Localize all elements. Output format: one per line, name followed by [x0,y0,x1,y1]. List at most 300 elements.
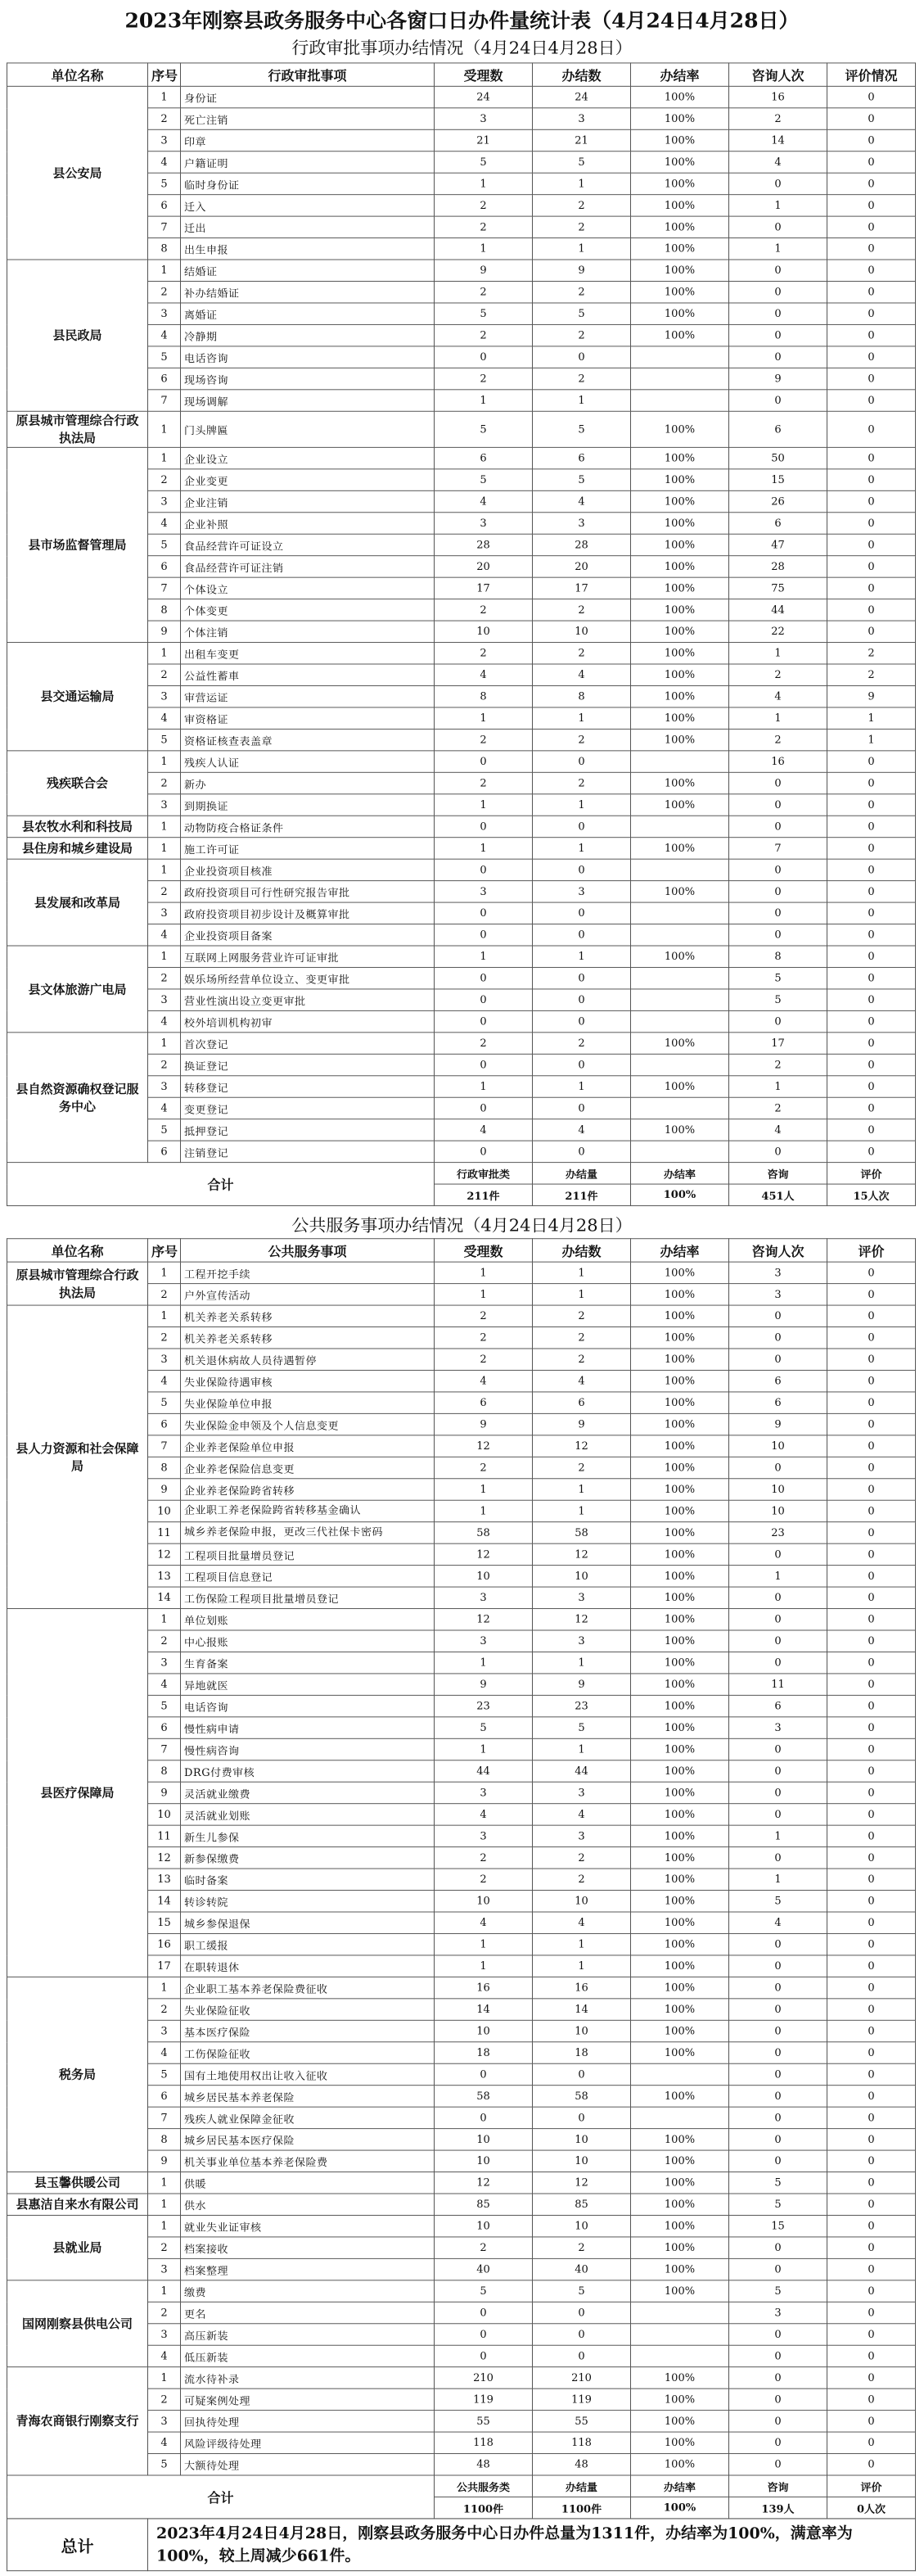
column-header: 咨询人次 [729,1239,827,1262]
evaluation-count: 0 [827,2345,916,2366]
consult-count: 0 [729,902,827,924]
accepted-count: 12 [435,1543,533,1565]
completion-rate: 100% [631,1609,729,1630]
table-row [7,643,916,664]
completion-rate: 100% [631,685,729,707]
consult-count: 0 [729,2063,827,2085]
evaluation-count: 0 [827,881,916,902]
item-name: 城乡居民基本养老保险 [181,2086,435,2107]
completed-count: 6 [533,1392,631,1413]
item-name: 高压新装 [181,2324,435,2345]
table-row [7,946,916,967]
completion-rate [631,816,729,837]
row-index: 1 [148,1305,181,1326]
completed-count: 18 [533,2042,631,2063]
consult-count: 0 [729,2107,827,2128]
completed-count: 16 [533,1977,631,1998]
consult-count: 1 [729,1869,827,1890]
row-index: 1 [148,260,181,281]
item-name: 国有土地使用权出让收入征收 [181,2063,435,2085]
completion-rate [631,1054,729,1075]
accepted-count: 58 [435,2086,533,2107]
public-service-table [7,1238,916,2519]
accepted-count: 58 [435,1522,533,1543]
accepted-count: 4 [435,1804,533,1825]
evaluation-count: 0 [827,1847,916,1869]
item-name: 转诊转院 [181,1891,435,1912]
accepted-count: 5 [435,1717,533,1738]
consult-count: 4 [729,685,827,707]
evaluation-count: 0 [827,1522,916,1543]
item-name: 到期换证 [181,794,435,816]
accepted-count: 5 [435,469,533,490]
accepted-count: 9 [435,260,533,281]
row-index: 6 [148,1413,181,1435]
row-index: 4 [148,513,181,534]
item-name: 慢性病咨询 [181,1738,435,1760]
accepted-count: 1 [435,1933,533,1955]
item-name: 企业注销 [181,490,435,512]
row-index: 6 [148,1141,181,1162]
accepted-count: 1 [435,946,533,967]
item-name: 就业失业证审核 [181,2215,435,2236]
row-index: 1 [148,1033,181,1054]
completed-count: 10 [533,621,631,642]
consult-count: 0 [729,303,827,324]
unit-name: 县发展和改革局 [7,859,148,946]
completion-rate: 100% [631,2411,729,2432]
row-index: 8 [148,238,181,260]
accepted-count: 10 [435,1891,533,1912]
unit-name: 县民政局 [7,260,148,411]
completion-rate: 100% [631,303,729,324]
total-done-value: 1100件 [533,2497,631,2518]
row-index: 3 [148,685,181,707]
consult-count: 0 [729,2388,827,2410]
summary-table [7,2518,916,2571]
column-header: 咨询人次 [729,63,827,86]
table-row [7,1609,916,1630]
evaluation-count: 0 [827,1891,916,1912]
item-name: 抵押登记 [181,1119,435,1141]
row-index: 9 [148,2150,181,2172]
item-name: 个体注销 [181,621,435,642]
completion-rate: 100% [631,513,729,534]
row-index: 7 [148,1435,181,1457]
accepted-count: 24 [435,86,533,107]
evaluation-count: 0 [827,621,916,642]
item-name: 职工缓报 [181,1933,435,1955]
accepted-count: 2 [435,1847,533,1869]
completed-count: 0 [533,816,631,837]
accepted-count: 3 [435,513,533,534]
evaluation-count: 0 [827,1760,916,1782]
completion-rate: 100% [631,1825,729,1846]
completed-count: 10 [533,2129,631,2150]
item-name: 更名 [181,2302,435,2323]
row-index: 1 [148,816,181,837]
item-name: 回执待处理 [181,2411,435,2432]
completion-rate [631,989,729,1010]
consult-count: 0 [729,173,827,194]
completion-rate: 100% [631,411,729,447]
item-name: DRG付费审核 [181,1760,435,1782]
item-name: 单位划账 [181,1609,435,1630]
row-index: 3 [148,2324,181,2345]
item-name: 动物防疫合格证条件 [181,816,435,837]
completed-count: 1 [533,1076,631,1097]
evaluation-count: 0 [827,1327,916,1349]
consult-count: 0 [729,772,827,793]
evaluation-count: 0 [827,368,916,389]
total-label-row [7,1163,916,1184]
row-index: 4 [148,1097,181,1119]
item-name: 资格证核查表盖章 [181,729,435,750]
completion-rate: 100% [631,2280,729,2302]
completed-count: 2 [533,2237,631,2258]
row-index: 14 [148,1587,181,1608]
completion-rate: 100% [631,2258,729,2280]
evaluation-count: 0 [827,924,916,946]
completion-rate: 100% [631,260,729,281]
total-accept-value: 1100件 [435,2497,533,2518]
completed-count: 2 [533,1457,631,1478]
item-name: 公益性蓄車 [181,664,435,685]
completed-count: 0 [533,2063,631,2085]
evaluation-count: 0 [827,2107,916,2128]
item-name: 机关养老关系转移 [181,1327,435,1349]
consult-count: 3 [729,1717,827,1738]
row-index: 3 [148,902,181,924]
item-name: 机关退休病故人员待遇暂停 [181,1349,435,1370]
item-name: 工伤保险工程项目批量增员登记 [181,1587,435,1608]
row-index: 17 [148,1955,181,1977]
completion-rate: 100% [631,2454,729,2475]
row-index: 5 [148,173,181,194]
accepted-count: 12 [435,1435,533,1457]
accepted-count: 20 [435,556,533,577]
completed-count: 28 [533,534,631,555]
evaluation-count: 0 [827,1010,916,1032]
accepted-count: 1 [435,707,533,729]
completed-count: 10 [533,1891,631,1912]
item-name: 印章 [181,129,435,151]
accepted-count: 4 [435,1370,533,1391]
evaluation-count: 0 [827,1457,916,1478]
consult-count: 1 [729,1825,827,1846]
row-index: 2 [148,772,181,793]
row-index: 1 [148,1977,181,1998]
completion-rate [631,967,729,988]
completed-count: 1 [533,707,631,729]
evaluation-count: 0 [827,151,916,173]
completion-rate: 100% [631,621,729,642]
table-row [7,751,916,772]
accepted-count: 0 [435,924,533,946]
item-name: 电话咨询 [181,1695,435,1716]
unit-name: 县就业局 [7,2215,148,2280]
consult-count: 0 [729,1782,827,1803]
completed-count: 118 [533,2432,631,2453]
accepted-count: 0 [435,816,533,837]
consult-count: 1 [729,1076,827,1097]
total-lbl-eval: 评价 [827,1163,916,1184]
evaluation-count: 0 [827,2237,916,2258]
table-row [7,2172,916,2194]
accepted-count: 0 [435,346,533,368]
accepted-count: 17 [435,577,533,599]
consult-count: 0 [729,794,827,816]
accepted-count: 1 [435,1738,533,1760]
item-name: 基本医疗保险 [181,2020,435,2041]
completed-count: 48 [533,2454,631,2475]
item-name: 档案整理 [181,2258,435,2280]
completed-count: 10 [533,2215,631,2236]
accepted-count: 2 [435,216,533,237]
consult-count: 5 [729,2280,827,2302]
total-lbl-consult: 咨询 [729,2475,827,2497]
item-name: 变更登记 [181,1097,435,1119]
consult-count: 17 [729,1033,827,1054]
completion-rate: 100% [631,129,729,151]
accepted-count: 2 [435,195,533,216]
completed-count: 2 [533,643,631,664]
row-index: 3 [148,490,181,512]
completed-count: 5 [533,411,631,447]
row-index: 2 [148,881,181,902]
evaluation-count: 0 [827,751,916,772]
accepted-count: 2 [435,1457,533,1478]
completed-count: 2 [533,368,631,389]
completed-count: 55 [533,2411,631,2432]
evaluation-count: 0 [827,2129,916,2150]
evaluation-count: 0 [827,2280,916,2302]
row-index: 2 [148,664,181,685]
column-header: 序号 [148,63,181,86]
completed-count: 0 [533,751,631,772]
accepted-count: 21 [435,129,533,151]
item-name: 新办 [181,772,435,793]
consult-count: 0 [729,2411,827,2432]
item-name: 企业养老保险单位申报 [181,1435,435,1457]
completed-count: 1 [533,1738,631,1760]
unit-name: 县市场监督管理局 [7,447,148,642]
accepted-count: 4 [435,664,533,685]
row-index: 6 [148,1717,181,1738]
accepted-count: 5 [435,411,533,447]
accepted-count: 10 [435,2215,533,2236]
item-name: 工程开挖手续 [181,1262,435,1283]
completion-rate: 100% [631,1392,729,1413]
accepted-count: 1 [435,1076,533,1097]
completed-count: 17 [533,577,631,599]
row-index: 4 [148,2042,181,2063]
completed-count: 1 [533,390,631,411]
completed-count: 4 [533,1370,631,1391]
consult-count: 0 [729,2129,827,2150]
consult-count: 5 [729,2172,827,2194]
completed-count: 0 [533,989,631,1010]
consult-count: 0 [729,1955,827,1977]
consult-count: 1 [729,707,827,729]
accepted-count: 12 [435,2172,533,2194]
row-index: 3 [148,794,181,816]
evaluation-count: 0 [827,1717,916,1738]
evaluation-count: 0 [827,599,916,621]
evaluation-count: 0 [827,238,916,260]
consult-count: 23 [729,1522,827,1543]
accepted-count: 2 [435,2237,533,2258]
completed-count: 10 [533,2020,631,2041]
consult-count: 9 [729,1413,827,1435]
completed-count: 5 [533,303,631,324]
evaluation-count: 0 [827,1262,916,1283]
item-name: 大额待处理 [181,2454,435,2475]
evaluation-count: 0 [827,260,916,281]
evaluation-count: 0 [827,490,916,512]
consult-count: 3 [729,2302,827,2323]
accepted-count: 9 [435,1413,533,1435]
evaluation-count: 0 [827,577,916,599]
completion-rate: 100% [631,664,729,685]
completion-rate: 100% [631,1543,729,1565]
total-label: 合计 [7,2475,435,2519]
row-index: 7 [148,2107,181,2128]
item-name: 换证登记 [181,1054,435,1075]
consult-count: 4 [729,1912,827,1933]
table-row [7,859,916,880]
evaluation-count: 0 [827,447,916,468]
row-index: 8 [148,2129,181,2150]
completion-rate: 100% [631,195,729,216]
completion-rate: 100% [631,1674,729,1695]
row-index: 8 [148,1760,181,1782]
evaluation-count: 0 [827,129,916,151]
row-index: 1 [148,2194,181,2215]
completed-count: 0 [533,346,631,368]
completion-rate: 100% [631,707,729,729]
unit-name: 县住房和城乡建设局 [7,838,148,859]
item-name: 城乡居民基本医疗保险 [181,2129,435,2150]
evaluation-count: 0 [827,346,916,368]
row-index: 4 [148,1674,181,1695]
completion-rate: 100% [631,1738,729,1760]
accepted-count: 119 [435,2388,533,2410]
completed-count: 6 [533,447,631,468]
column-header: 评价情况 [827,63,916,86]
completed-count: 10 [533,2150,631,2172]
total-rate-value: 100% [631,2497,729,2518]
accepted-count: 0 [435,1054,533,1075]
evaluation-count: 0 [827,1933,916,1955]
accepted-count: 0 [435,2345,533,2366]
completion-rate: 100% [631,86,729,107]
evaluation-count: 0 [827,2454,916,2475]
evaluation-count: 0 [827,2302,916,2323]
accepted-count: 14 [435,1999,533,2020]
item-name: 转移登记 [181,1076,435,1097]
accepted-count: 10 [435,2150,533,2172]
consult-count: 0 [729,2150,827,2172]
evaluation-count: 0 [827,469,916,490]
item-name: 工程项目批量增员登记 [181,1543,435,1565]
accepted-count: 2 [435,1349,533,1370]
completion-rate: 100% [631,2150,729,2172]
unit-name: 县玉馨供暖公司 [7,2172,148,2194]
accepted-count: 2 [435,1327,533,1349]
row-index: 2 [148,2302,181,2323]
completed-count: 0 [533,1054,631,1075]
completed-count: 1 [533,173,631,194]
evaluation-count: 0 [827,2258,916,2280]
evaluation-count: 0 [827,1825,916,1846]
completion-rate [631,1141,729,1162]
consult-count: 0 [729,2042,827,2063]
completed-count: 3 [533,1630,631,1652]
completion-rate: 100% [631,1262,729,1283]
accepted-count: 85 [435,2194,533,2215]
completed-count: 1 [533,1500,631,1521]
accepted-count: 1 [435,1500,533,1521]
row-index: 1 [148,447,181,468]
unit-name: 县人力资源和社会保障局 [7,1305,148,1608]
completed-count: 21 [533,129,631,151]
row-index: 3 [148,989,181,1010]
completion-rate: 100% [631,1033,729,1054]
evaluation-count: 0 [827,1999,916,2020]
accepted-count: 0 [435,859,533,880]
completed-count: 3 [533,108,631,129]
completed-count: 2 [533,1305,631,1326]
consult-count: 10 [729,1500,827,1521]
consult-count: 0 [729,324,827,346]
completed-count: 3 [533,513,631,534]
total-lbl-done: 办结量 [533,2475,631,2497]
evaluation-count: 0 [827,1869,916,1890]
row-index: 2 [148,1054,181,1075]
item-name: 首次登记 [181,1033,435,1054]
consult-count: 0 [729,1305,827,1326]
row-index: 4 [148,2432,181,2453]
consult-count: 6 [729,513,827,534]
evaluation-count: 0 [827,2432,916,2453]
item-name: 企业职工养老保险跨省转移基金确认 [181,1500,435,1521]
table-row [7,1977,916,1998]
item-name: 临时备案 [181,1869,435,1890]
item-name: 出租车变更 [181,643,435,664]
accepted-count: 0 [435,2324,533,2345]
completed-count: 12 [533,1543,631,1565]
consult-count: 44 [729,599,827,621]
completed-count: 1 [533,1955,631,1977]
accepted-count: 18 [435,2042,533,2063]
accepted-count: 2 [435,1033,533,1054]
completed-count: 2 [533,1327,631,1349]
completion-rate: 100% [631,1695,729,1716]
completed-count: 9 [533,1674,631,1695]
completion-rate [631,2324,729,2345]
completed-count: 12 [533,1435,631,1457]
consult-count: 3 [729,1262,827,1283]
consult-count: 1 [729,1566,827,1587]
item-name: 企业变更 [181,469,435,490]
evaluation-count: 0 [827,1392,916,1413]
item-name: 冷静期 [181,324,435,346]
completed-count: 2 [533,599,631,621]
consult-count: 0 [729,1933,827,1955]
summary-text: 2023年4月24日4月28日，刚察县政务服务中心日办件总量为1311件，办结率为100%，满意率为100%，较上周减少661件。 [148,2519,916,2571]
accepted-count: 44 [435,1760,533,1782]
